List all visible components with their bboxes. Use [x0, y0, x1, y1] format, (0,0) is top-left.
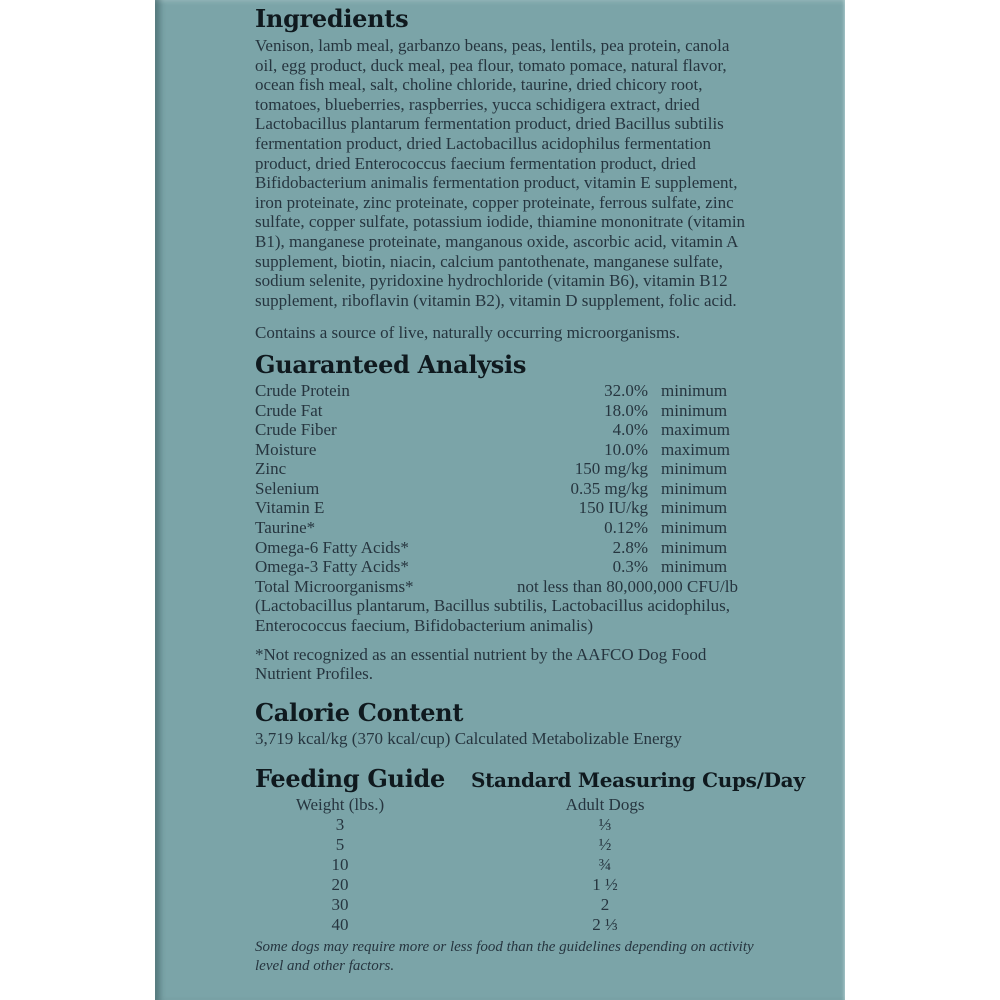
nutrient-basis: maximum	[661, 420, 730, 440]
nutrient-value: 2.8%	[612, 537, 648, 557]
feeding-guide-table	[255, 815, 755, 935]
ingredients-title: Ingredients	[255, 4, 409, 33]
weight-value: 10	[331, 855, 349, 875]
cups-column-header: Adult Dogs	[565, 795, 645, 815]
measuring-cups-title: Standard Measuring Cups/Day	[470, 768, 805, 793]
cups-value: ½	[598, 835, 612, 855]
nutrient-basis: minimum	[661, 380, 728, 400]
nutrient-name: Total Microorganisms*	[255, 576, 414, 596]
nutrient-value: 4.0%	[612, 420, 648, 440]
nutrient-value: 0.12%	[604, 518, 648, 538]
nutrient-name: Zinc	[255, 459, 287, 479]
nutrient-basis: minimum	[661, 557, 728, 577]
table-row	[255, 538, 755, 558]
nutrient-value: 0.3%	[612, 557, 648, 577]
weight-value: 30	[331, 895, 349, 915]
weight-value: 5	[335, 835, 345, 855]
weight-value: 3	[335, 815, 345, 835]
nutrient-basis: minimum	[661, 498, 728, 518]
nutrient-value: 18.0%	[604, 400, 648, 420]
table-row	[255, 381, 755, 401]
table-row	[255, 815, 755, 835]
total-microorganisms-row	[255, 577, 755, 597]
table-row	[255, 875, 755, 895]
nutrient-basis: maximum	[661, 439, 730, 459]
table-row	[255, 498, 755, 518]
nutrient-name: Moisture	[255, 439, 317, 459]
calorie-content-section	[255, 699, 755, 749]
nutrient-name: Omega-6 Fatty Acids*	[255, 537, 409, 557]
calorie-content-title: Calorie Content	[255, 697, 464, 727]
cups-value: 1 ½	[592, 875, 618, 895]
nutrient-basis: minimum	[661, 400, 728, 420]
feeding-guide-title: Feeding Guide	[255, 764, 445, 794]
pet-food-label-panel	[155, 0, 845, 1000]
nutrient-value: 150 IU/kg	[578, 498, 648, 518]
cups-value: ¾	[598, 855, 612, 875]
cups-value: 2	[600, 895, 610, 915]
feeding-guide-section	[255, 764, 805, 975]
cups-value: ⅓	[598, 815, 612, 835]
nutrient-name: Taurine*	[255, 518, 316, 538]
nutrient-value: not less than 80,000,000 CFU/lb	[516, 576, 738, 596]
microorganisms-note: Contains a source of live, naturally occurring microorganisms.	[255, 323, 681, 343]
feeding-guide-footnote: Some dogs may require more or less food than the guidelines depending on activity level and other factors.	[255, 939, 754, 974]
guaranteed-analysis-title: Guaranteed Analysis	[255, 349, 527, 379]
nutrient-name: Crude Protein	[255, 380, 350, 400]
table-row	[255, 440, 755, 460]
table-row	[255, 557, 755, 577]
table-row	[255, 420, 755, 440]
nutrient-basis: minimum	[661, 537, 728, 557]
weight-value: 20	[331, 875, 349, 895]
feeding-guide-header	[255, 764, 805, 794]
table-row	[255, 479, 755, 499]
weight-column-header: Weight (lbs.)	[295, 795, 385, 815]
table-row	[255, 895, 755, 915]
nutrient-value: 0.35 mg/kg	[570, 478, 648, 498]
guaranteed-analysis-table	[255, 381, 755, 577]
ingredients-section	[255, 5, 755, 343]
calorie-content-value: 3,719 kcal/kg (370 kcal/cup) Calculated Metabolizable Energy	[255, 728, 682, 748]
table-row	[255, 915, 755, 935]
ingredients-list: Venison, lamb meal, garbanzo beans, peas, lentils, pea protein, canola oil, egg product, duck meal, pea flour, tomato pomace, natural flavor, ocean fish meal, salt, choline chloride, taurine, dried chicory root, tomatoes, blueberries, raspberries, yucca schidigera extract, dried Lactobacillus plantarum fermentation product, dried Bacillus subtilis fermentation product, dried Lactobacillus acidophilus fermentation product, dried Enterococcus faecium fermentation product, dried Bifidobacterium animalis fermentation product, vitamin E supplement, iron proteinate, zinc proteinate, copper proteinate, ferrous sulfate, zinc sulfate, copper sulfate, potassium iodide, thiamine mononitrate (vitamin B1), manganese proteinate, manganous oxide, ascorbic acid, vitamin A supplement, biotin, niacin, calcium pantothenate, manganese sulfate, sodium selenite, pyridoxine hydrochloride (vitamin B6), vitamin B12 supplement, riboflavin (vitamin B2), vitamin D supplement, folic acid.	[255, 36, 746, 310]
weight-value: 40	[331, 915, 349, 935]
nutrient-basis: minimum	[661, 518, 728, 538]
organisms-list: (Lactobacillus plantarum, Bacillus subtilis, Lactobacillus acidophilus, Enterococcus faecium, Bifidobacterium animalis)	[255, 596, 730, 636]
table-row	[255, 401, 755, 421]
guaranteed-analysis-section	[255, 351, 755, 684]
nutrient-value: 10.0%	[604, 439, 648, 459]
feeding-guide-column-headers	[255, 795, 755, 815]
label-content	[255, 4, 805, 975]
nutrient-name: Omega-3 Fatty Acids*	[255, 557, 409, 577]
table-row	[255, 459, 755, 479]
nutrient-value: 150 mg/kg	[574, 459, 648, 479]
table-row	[255, 518, 755, 538]
nutrient-name: Crude Fat	[255, 400, 323, 420]
table-row	[255, 835, 755, 855]
nutrient-basis: minimum	[661, 478, 728, 498]
table-row	[255, 855, 755, 875]
nutrient-name: Crude Fiber	[255, 420, 337, 440]
nutrient-name: Selenium	[255, 478, 320, 498]
nutrient-value: 32.0%	[604, 380, 648, 400]
nutrient-name: Vitamin E	[255, 498, 325, 518]
cups-value: 2 ⅓	[592, 915, 618, 935]
aafco-footnote: *Not recognized as an essential nutrient by the AAFCO Dog Food Nutrient Profiles.	[255, 644, 707, 684]
nutrient-basis: minimum	[661, 459, 728, 479]
